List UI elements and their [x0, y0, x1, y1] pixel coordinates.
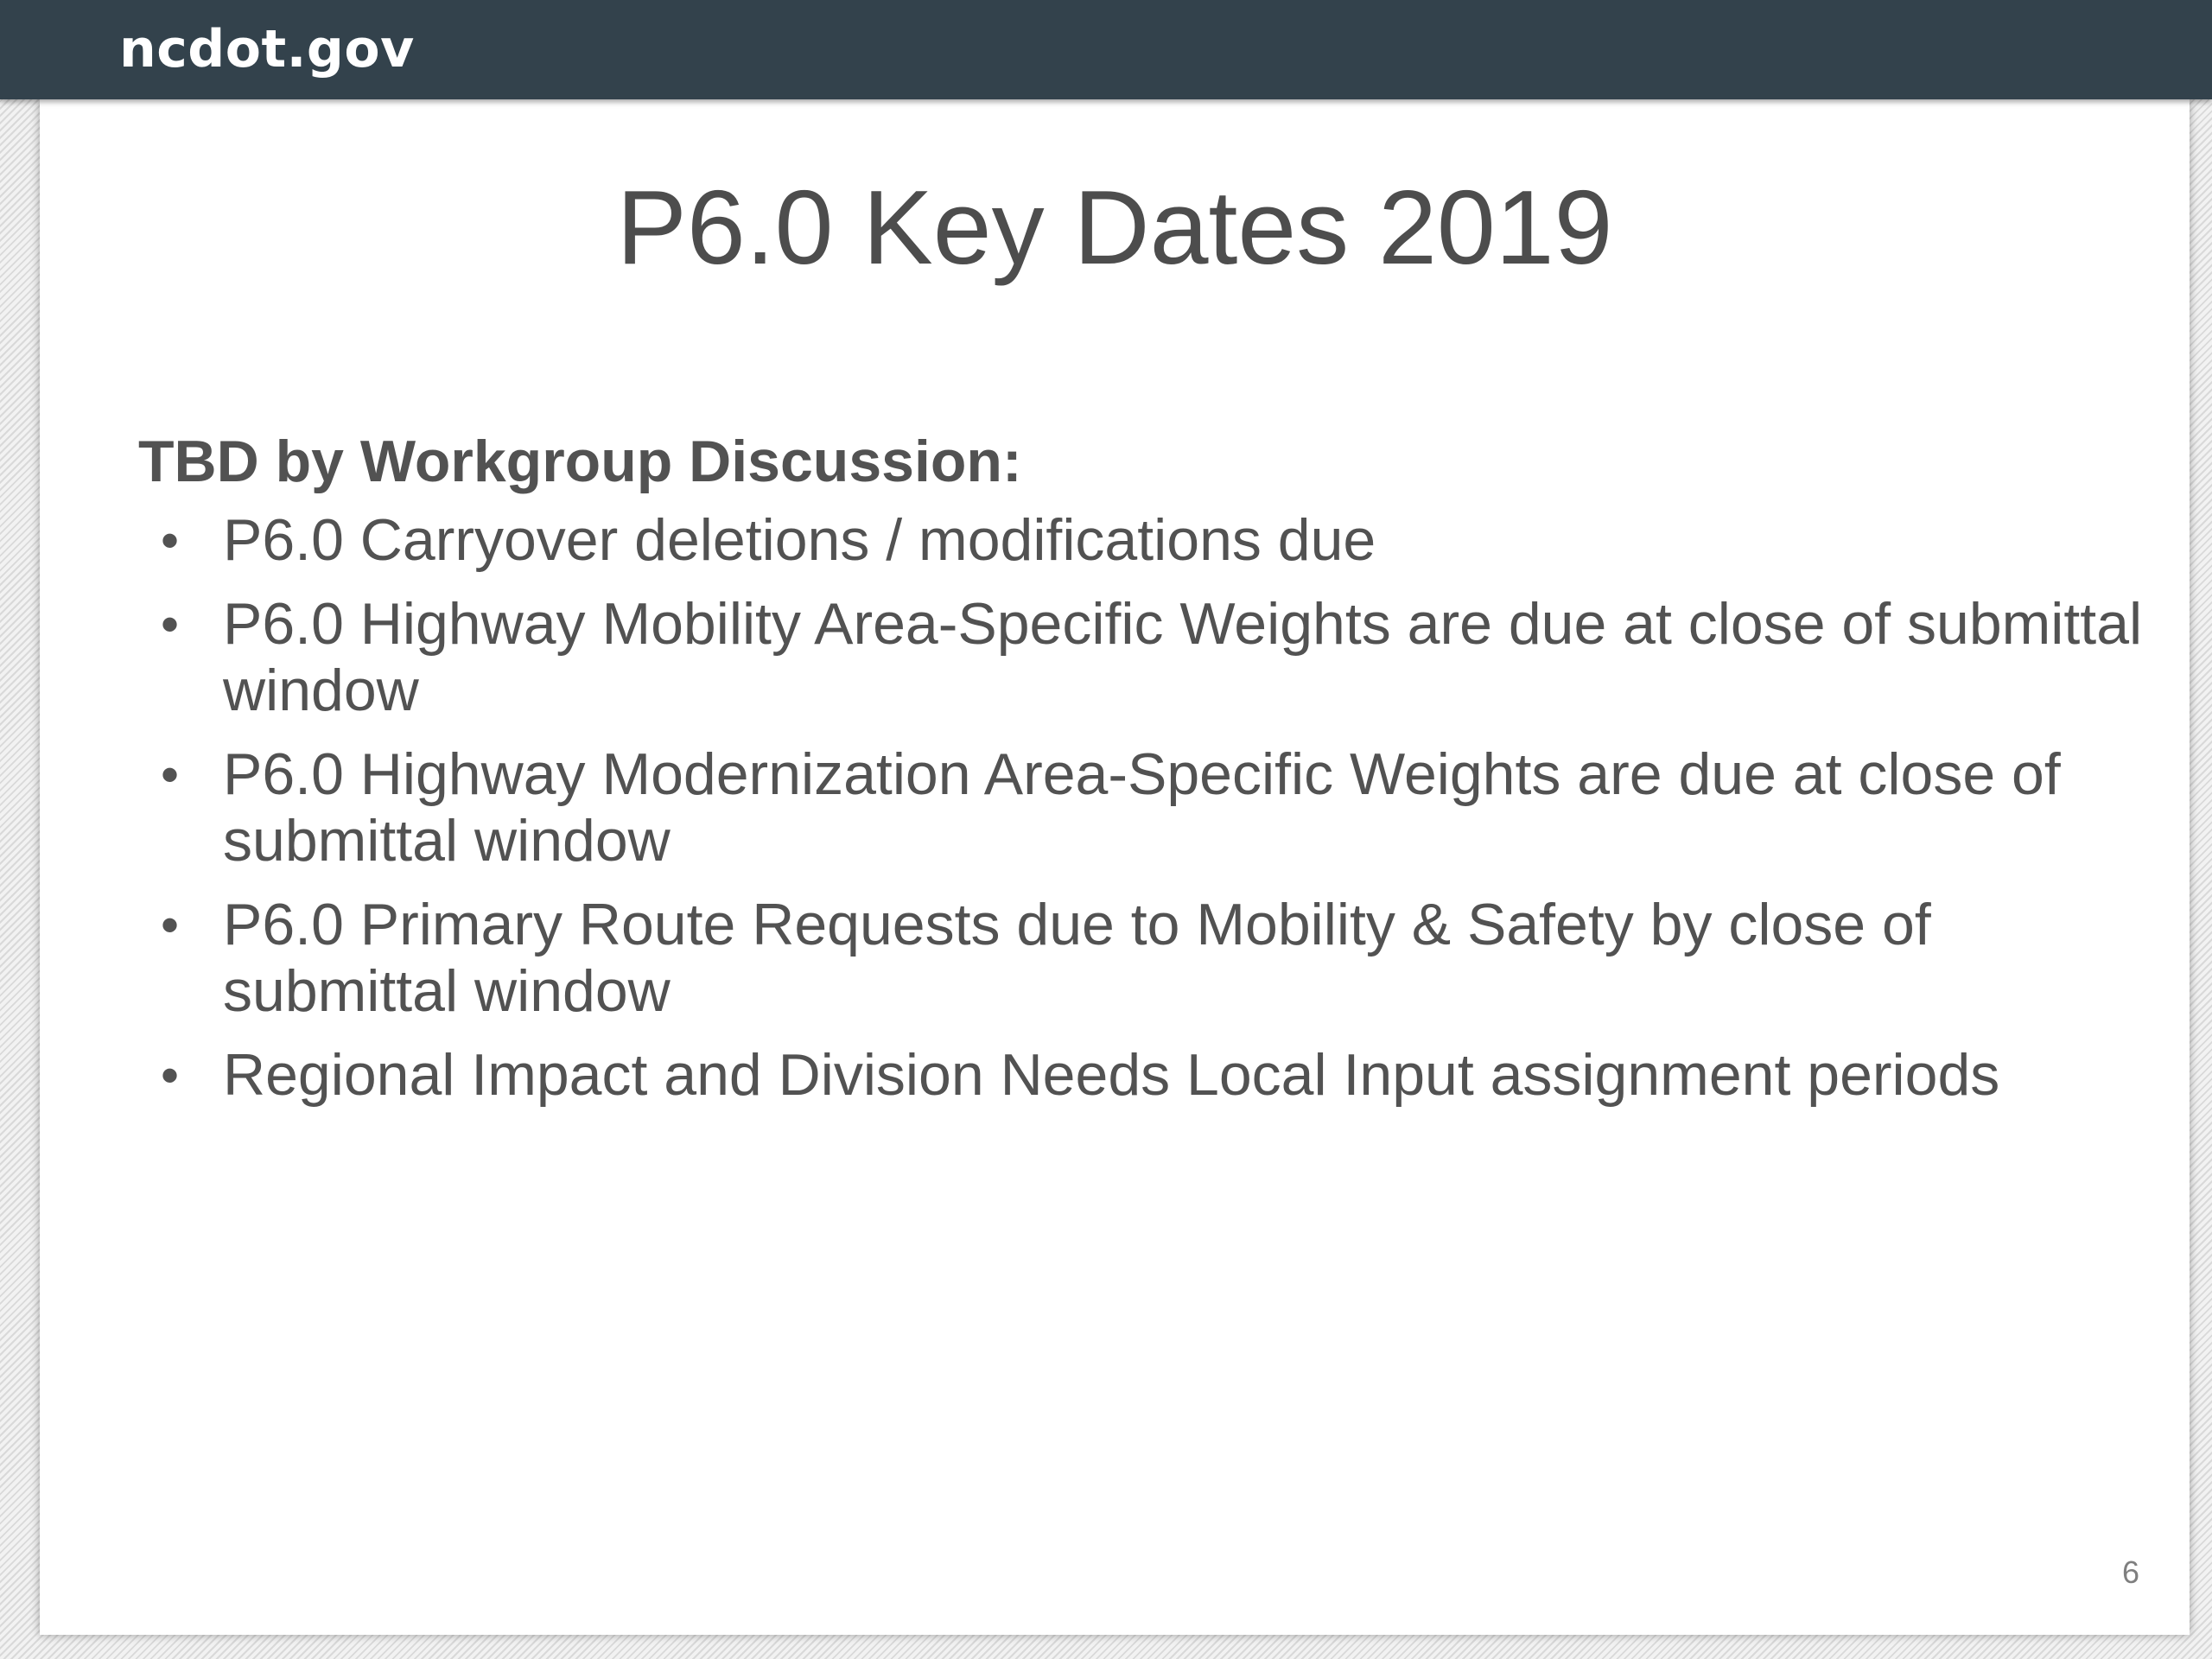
- bullet-text: P6.0 Primary Route Requests due to Mobility & Safety by close of submittal window: [223, 892, 1931, 1024]
- site-logo: ncdot.gov: [119, 19, 415, 79]
- list-item: [138, 1042, 2152, 1109]
- bullet-text: P6.0 Carryover deletions / modifications due: [223, 507, 1376, 573]
- bullet-icon: •: [161, 896, 180, 954]
- slide: [40, 99, 2190, 1635]
- bullet-icon: •: [161, 746, 180, 804]
- bullet-list: [138, 507, 2152, 1126]
- list-item: [138, 507, 2152, 574]
- list-item: [138, 741, 2152, 874]
- bullet-text: Regional Impact and Division Needs Local Input assignment periods: [223, 1042, 2000, 1108]
- list-item: [138, 591, 2152, 724]
- bullet-icon: •: [161, 595, 180, 653]
- section-heading: TBD by Workgroup Discussion:: [138, 429, 1022, 494]
- bullet-text: P6.0 Highway Mobility Area-Specific Weights are due at close of submittal window: [223, 591, 2143, 723]
- page-number: 6: [2121, 1554, 2139, 1590]
- bullet-icon: •: [161, 1046, 180, 1104]
- bullet-text: P6.0 Highway Modernization Area-Specific Weights are due at close of submittal window: [223, 741, 2061, 874]
- header-bar: [0, 0, 2212, 99]
- list-item: [138, 892, 2152, 1025]
- slide-title: P6.0 Key Dates 2019: [616, 168, 1613, 286]
- bullet-icon: •: [161, 512, 180, 569]
